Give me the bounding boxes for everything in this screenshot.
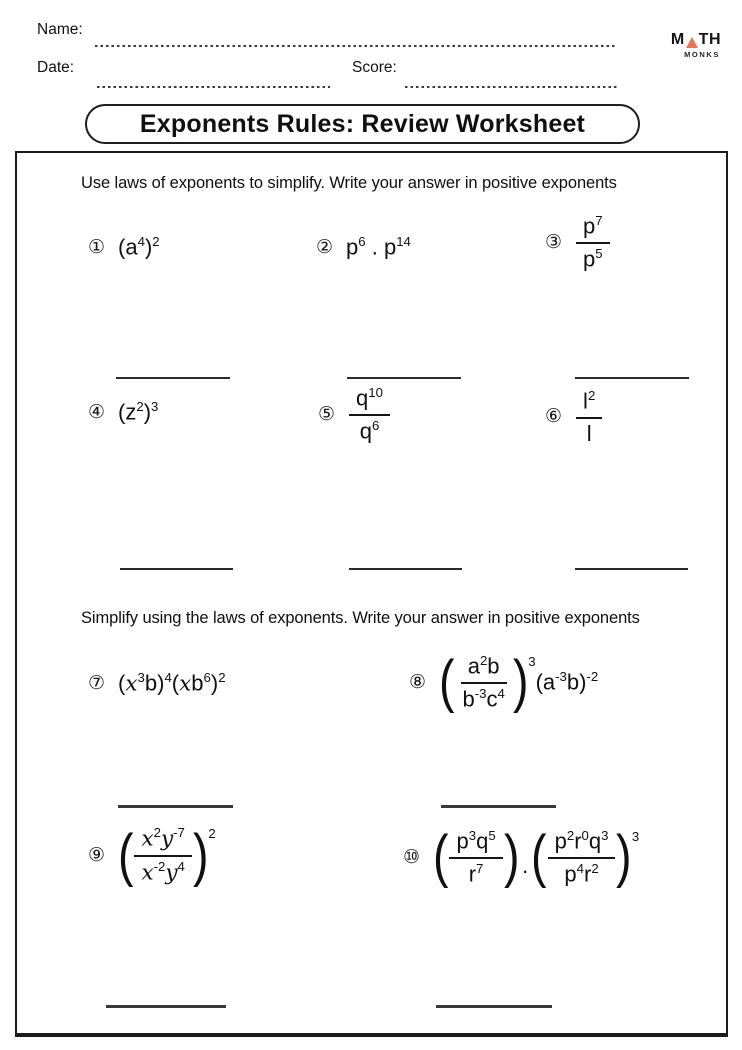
problem-10-expression: ( $\frac{p^3q^5}{r^7}$ ) . ( $\frac{p^2r^0q^3}{p^4r^2}$ ) 3 bbox=[432, 824, 640, 890]
problem-10 bbox=[403, 824, 640, 890]
answer-line-1 bbox=[116, 377, 230, 379]
problem-6 bbox=[545, 388, 603, 446]
date-label: Date: bbox=[37, 59, 75, 76]
problem-9-expression: ( $\frac{x^2y^{-7}}{x^{-2}y^4}$ ) 2 bbox=[117, 822, 216, 888]
problem-2-expression: $p^6$ . $p^{14}$ bbox=[346, 234, 411, 260]
problem-9 bbox=[88, 822, 216, 888]
name-label: Name: bbox=[37, 21, 83, 38]
problem-1 bbox=[88, 234, 160, 260]
problem-5-number: ⑤ bbox=[318, 403, 336, 425]
problem-8 bbox=[409, 649, 599, 715]
answer-line-8 bbox=[441, 805, 556, 808]
problem-8-expression: ( $\frac{a^2b}{b^{-3}c^4}$ ) 3 $(a^{-3}b)^{-2}$ bbox=[438, 649, 599, 715]
answer-line-7 bbox=[118, 805, 233, 808]
instruction-2: Simplify using the laws of exponents. Write your answer in positive exponents bbox=[81, 609, 640, 627]
problem-4-number: ④ bbox=[88, 401, 106, 423]
triangle-icon bbox=[686, 37, 698, 48]
problem-4 bbox=[88, 399, 158, 425]
problem-10-number: ⑩ bbox=[403, 846, 421, 868]
answer-line-10 bbox=[436, 1005, 552, 1008]
name-answer-line bbox=[95, 45, 617, 47]
problem-7 bbox=[88, 670, 226, 696]
problem-5-expression: $\frac{q^{10}}{q^6}$ bbox=[348, 385, 391, 443]
worksheet-body bbox=[15, 151, 728, 1037]
problem-6-number: ⑥ bbox=[545, 406, 563, 428]
problem-7-expression: $(x^3b)^4(xb^6)^2$ bbox=[118, 670, 226, 697]
score-answer-line bbox=[405, 86, 618, 88]
logo-word bbox=[651, 32, 721, 48]
problem-5 bbox=[318, 385, 391, 443]
worksheet-title-box bbox=[85, 104, 640, 144]
problem-6-expression: $\frac{l^2}{l}$ bbox=[575, 388, 603, 446]
problem-1-number: ① bbox=[88, 236, 106, 258]
math-monks-logo bbox=[651, 32, 721, 59]
problem-4-expression: $(z^2)^3$ bbox=[118, 399, 159, 425]
instruction-1: Use laws of exponents to simplify. Write your answer in positive exponents bbox=[81, 174, 617, 192]
logo-word-start: M bbox=[670, 31, 685, 48]
answer-line-9 bbox=[106, 1005, 226, 1008]
problem-9-number: ⑨ bbox=[88, 845, 106, 867]
answer-line-2 bbox=[347, 377, 461, 379]
answer-line-3 bbox=[575, 377, 689, 379]
logo-word-end: TH bbox=[698, 31, 721, 48]
problem-8-number: ⑧ bbox=[409, 671, 427, 693]
score-label: Score: bbox=[352, 59, 397, 76]
problem-2-number: ② bbox=[316, 236, 334, 258]
answer-line-6 bbox=[575, 568, 688, 570]
problem-3 bbox=[545, 213, 611, 271]
problem-3-expression: $\frac{p^7}{p^5}$ bbox=[575, 213, 611, 271]
date-answer-line bbox=[97, 86, 330, 88]
worksheet-title: Exponents Rules: Review Worksheet bbox=[139, 109, 586, 138]
answer-line-5 bbox=[349, 568, 462, 570]
answer-line-4 bbox=[120, 568, 233, 570]
logo-subtitle: MONKS bbox=[684, 50, 720, 59]
problem-2 bbox=[316, 234, 411, 260]
problem-1-expression: $(a^4)^2$ bbox=[118, 234, 160, 260]
problem-7-number: ⑦ bbox=[88, 672, 106, 694]
problem-3-number: ③ bbox=[545, 231, 563, 253]
